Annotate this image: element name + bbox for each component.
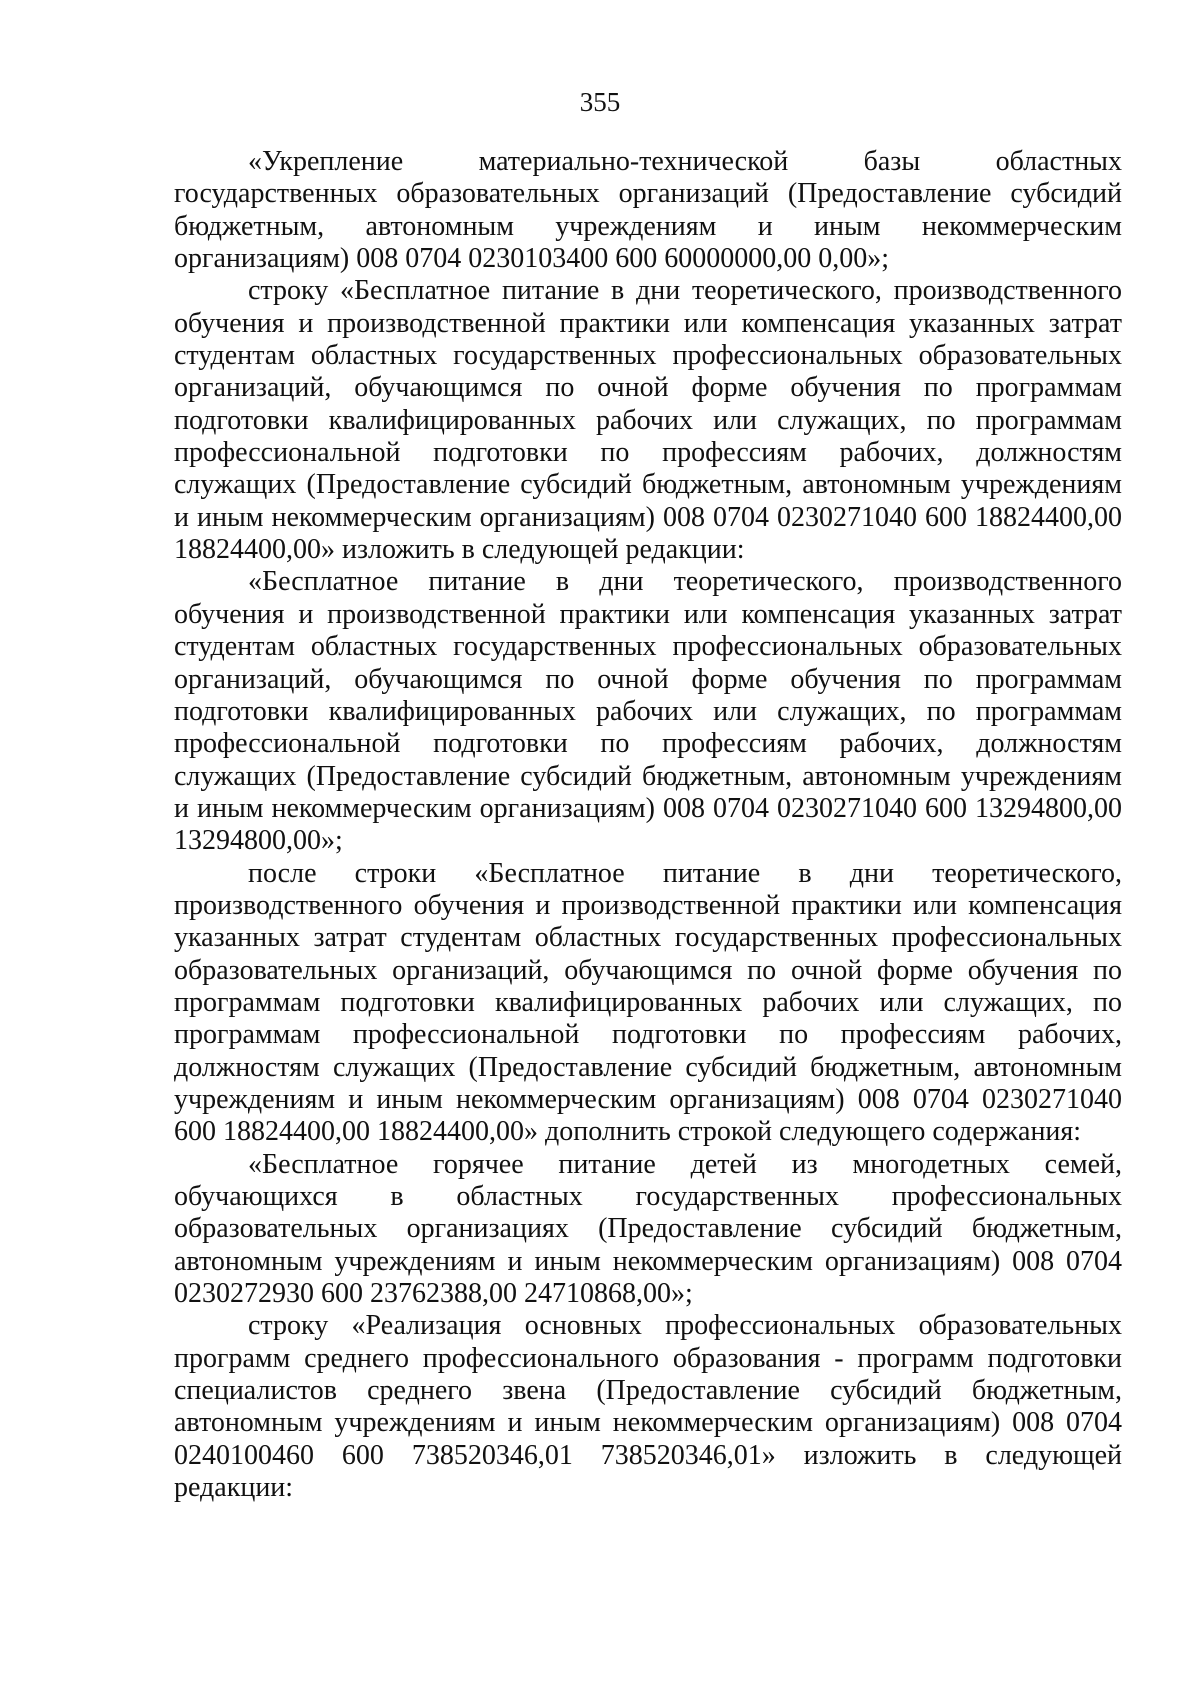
paragraph: «Бесплатное горячее питание детей из многодетных семей, обучающихся в областных государственных профессиональных образовательных организациях (Предоставление субсидий бюджетным, автономным учреждениям и иным некоммерческим организациям) 008 0704 0230272930 600 23762388,00 24710868,00»; xyxy=(174,1148,1122,1310)
page-number: 355 xyxy=(579,87,621,117)
paragraph: строку «Бесплатное питание в дни теоретического, производственного обучения и производственной практики или компенсация указанных затрат студентам областных государственных профессиональных образовательных организаций, обучающимся по очной форме обучения по программам подготовки квалифицированных рабочих или служащих, по программам профессиональной подготовки по профессиям рабочих, должностям служащих (Предоставление субсидий бюджетным, автономным учреждениям и иным некоммерческим организациям) 008 0704 0230271040 600 18824400,00 18824400,00» изложить в следующей редакции: xyxy=(174,275,1122,566)
paragraph: «Укрепление материально-технической базы областных государственных образовательных организаций (Предоставление субсидий бюджетным, автономным учреждениям и иным некоммерческим организациям) 008 0704 0230103400 600 60000000,00 0,00»; xyxy=(174,146,1122,275)
document-body xyxy=(174,146,1122,1504)
paragraph: «Бесплатное питание в дни теоретического, производственного обучения и производственной практики или компенсация указанных затрат студентам областных государственных профессиональных образовательных организаций, обучающимся по очной форме обучения по программам подготовки квалифицированных рабочих или служащих, по программам профессиональной подготовки по профессиям рабочих, должностям служащих (Предоставление субсидий бюджетным, автономным учреждениям и иным некоммерческим организациям) 008 0704 0230271040 600 13294800,00 13294800,00»; xyxy=(174,566,1122,857)
paragraph: после строки «Бесплатное питание в дни теоретического, производственного обучения и производственной практики или компенсация указанных затрат студентам областных государственных профессиональных образовательных организаций, обучающимся по очной форме обучения по программам подготовки квалифицированных рабочих или служащих, по программам профессиональной подготовки по профессиям рабочих, должностям служащих (Предоставление субсидий бюджетным, автономным учреждениям и иным некоммерческим организациям) 008 0704 0230271040 600 18824400,00 18824400,00» дополнить строкой следующего содержания: xyxy=(174,857,1122,1148)
paragraph: строку «Реализация основных профессиональных образовательных программ среднего профессионального образования - программ подготовки специалистов среднего звена (Предоставление субсидий бюджетным, автономным учреждениям и иным некоммерческим организациям) 008 0704 0240100460 600 738520346,01 738520346,01» изложить в следующей редакции: xyxy=(174,1310,1122,1504)
